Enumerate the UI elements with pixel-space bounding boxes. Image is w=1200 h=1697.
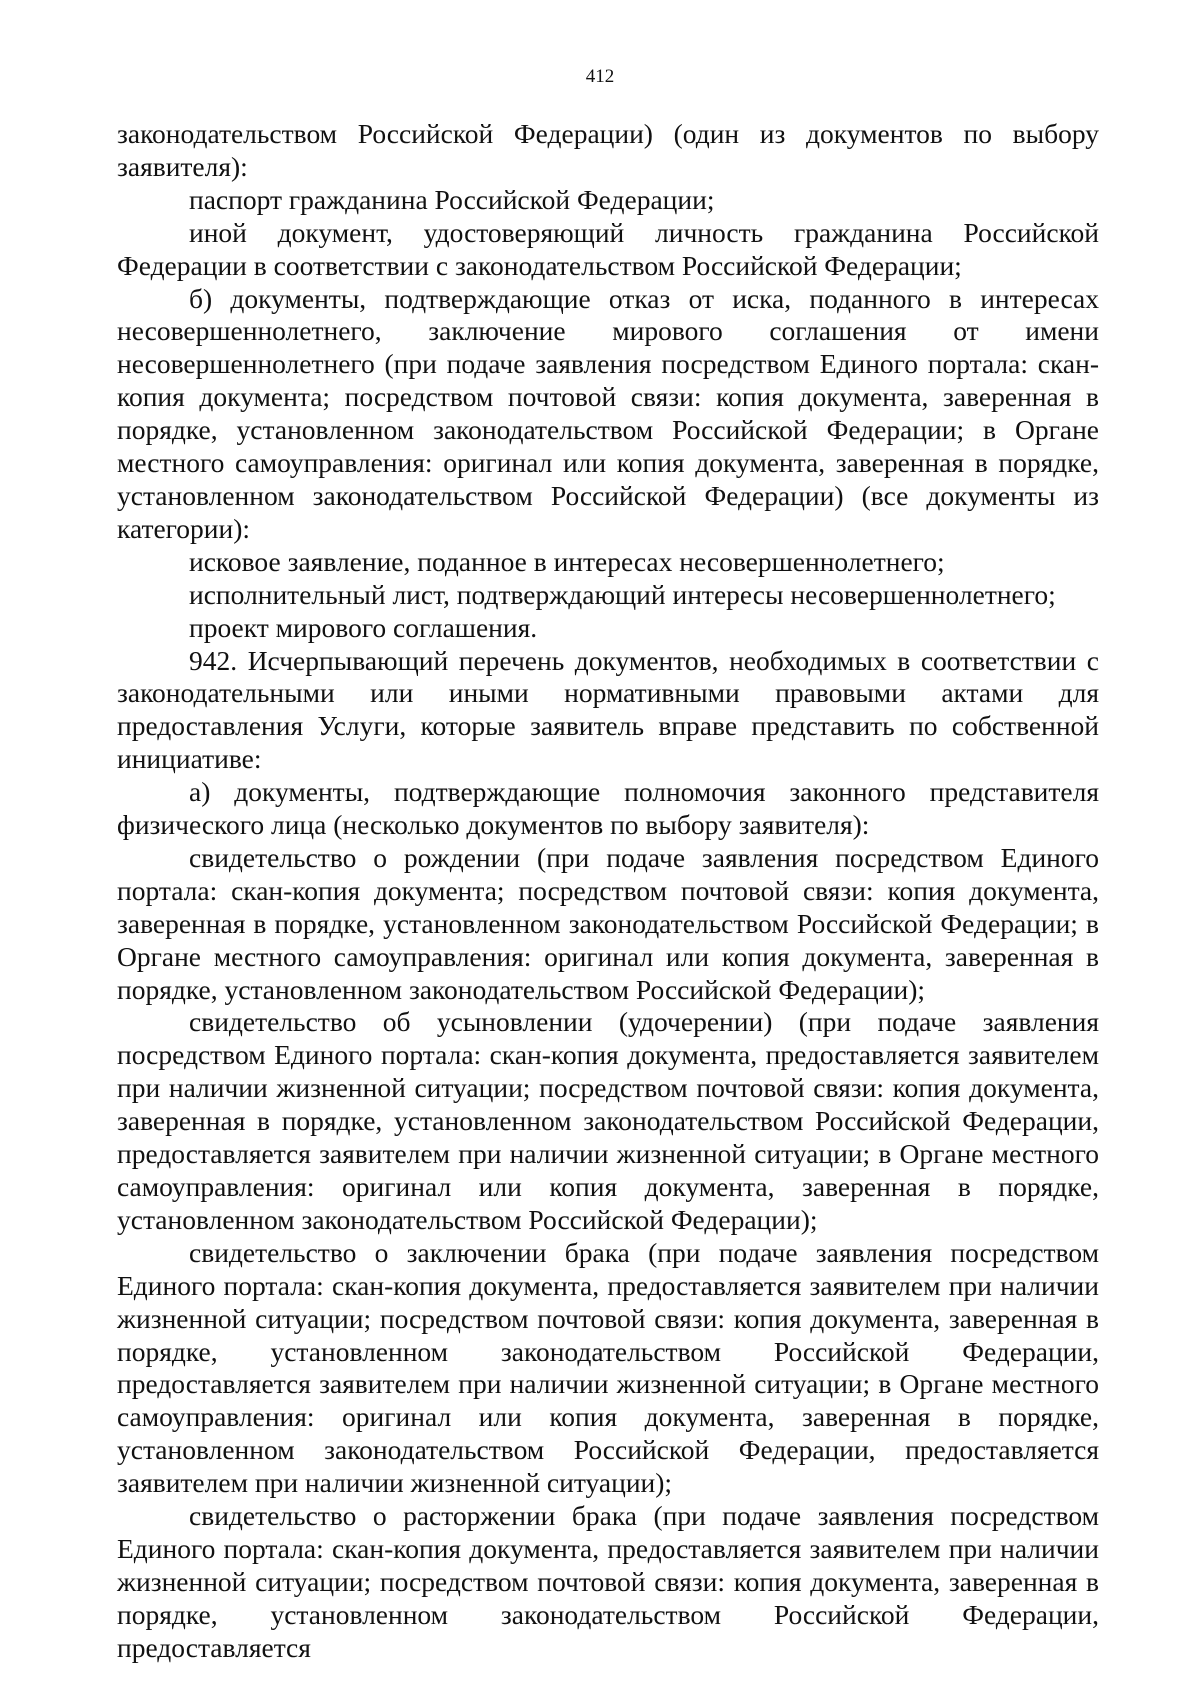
paragraph-item-b: б) документы, подтверждающие отказ от иска, поданного в интересах несовершеннолетнего, заключение мирового соглашения от имени несовершеннолетнего (при подаче заявления посредством Единого портала: скан-копия документа; посредством почтовой связи: копия документа, заверенная в порядке, установленном законодательством Российской Федерации; в Органе местного самоуправления: оригинал или копия документа, заверенная в порядке, установленном законодательством Российской Федерации) (все документы из категории): xyxy=(117,282,1099,544)
paragraph-settlement-draft: проект мирового соглашения. xyxy=(189,611,538,643)
paragraph-divorce-certificate: свидетельство о расторжении брака (при подаче заявления посредством Единого портала: скан-копия документа, предоставляется заявителем при наличии жизненной ситуации; посредством почтовой связи: копия документа, заверенная в порядке, установленном законодательством Российской Федерации, предоставляется xyxy=(117,1500,1099,1663)
page-number: 412 xyxy=(585,66,615,87)
paragraph-adoption-certificate: свидетельство об усыновлении (удочерении) (при подаче заявления посредством Единого портала: скан-копия документа, предоставляется заявителем при наличии жизненной ситуации; посредством почтовой связи: копия документа, заверенная в порядке, установленном законодательством Российской Федерации, предоставляется заявителем при наличии жизненной ситуации; в Органе местного самоуправления: оригинал или копия документа, заверенная в порядке, установленном законодательством Российской Федерации); xyxy=(117,1006,1099,1235)
paragraph-other-id-document: иной документ, удостоверяющий личность гражданина Российской Федерации в соответствии с законодательством Российской Федерации; xyxy=(117,216,1099,281)
paragraph-lawsuit-statement: исковое заявление, поданное в интересах несовершеннолетнего; xyxy=(189,545,945,577)
paragraph-item-a: а) документы, подтверждающие полномочия законного представителя физического лица (несколько документов по выбору заявителя): xyxy=(117,776,1099,841)
paragraph-marriage-certificate: свидетельство о заключении брака (при подаче заявления посредством Единого портала: скан-копия документа, предоставляется заявителем при наличии жизненной ситуации; посредством почтовой связи: копия документа, заверенная в порядке, установленном законодательством Российской Федерации, предоставляется заявителем при наличии жизненной ситуации; в Органе местного самоуправления: оригинал или копия документа, заверенная в порядке, установленном законодательством Российской Федерации, предоставляется заявителем при наличии жизненной ситуации); xyxy=(117,1236,1099,1499)
paragraph-birth-certificate: свидетельство о рождении (при подаче заявления посредством Единого портала: скан-копия документа; посредством почтовой связи: копия документа, заверенная в порядке, установленном законодательством Российской Федерации; в Органе местного самоуправления: оригинал или копия документа, заверенная в порядке, установленном законодательством Российской Федерации); xyxy=(117,841,1099,1005)
paragraph-continuation: законодательством Российской Федерации) (один из документов по выбору заявителя): xyxy=(117,118,1099,182)
document-body xyxy=(117,118,1099,1665)
paragraph-942: 942. Исчерпывающий перечень документов, необходимых в соответствии с законодательными или иными нормативными правовыми актами для предоставления Услуги, которые заявитель вправе представить по собственной инициативе: xyxy=(117,644,1099,775)
paragraph-passport: паспорт гражданина Российской Федерации; xyxy=(189,183,715,215)
paragraph-writ-of-execution: исполнительный лист, подтверждающий интересы несовершеннолетнего; xyxy=(189,578,1056,610)
